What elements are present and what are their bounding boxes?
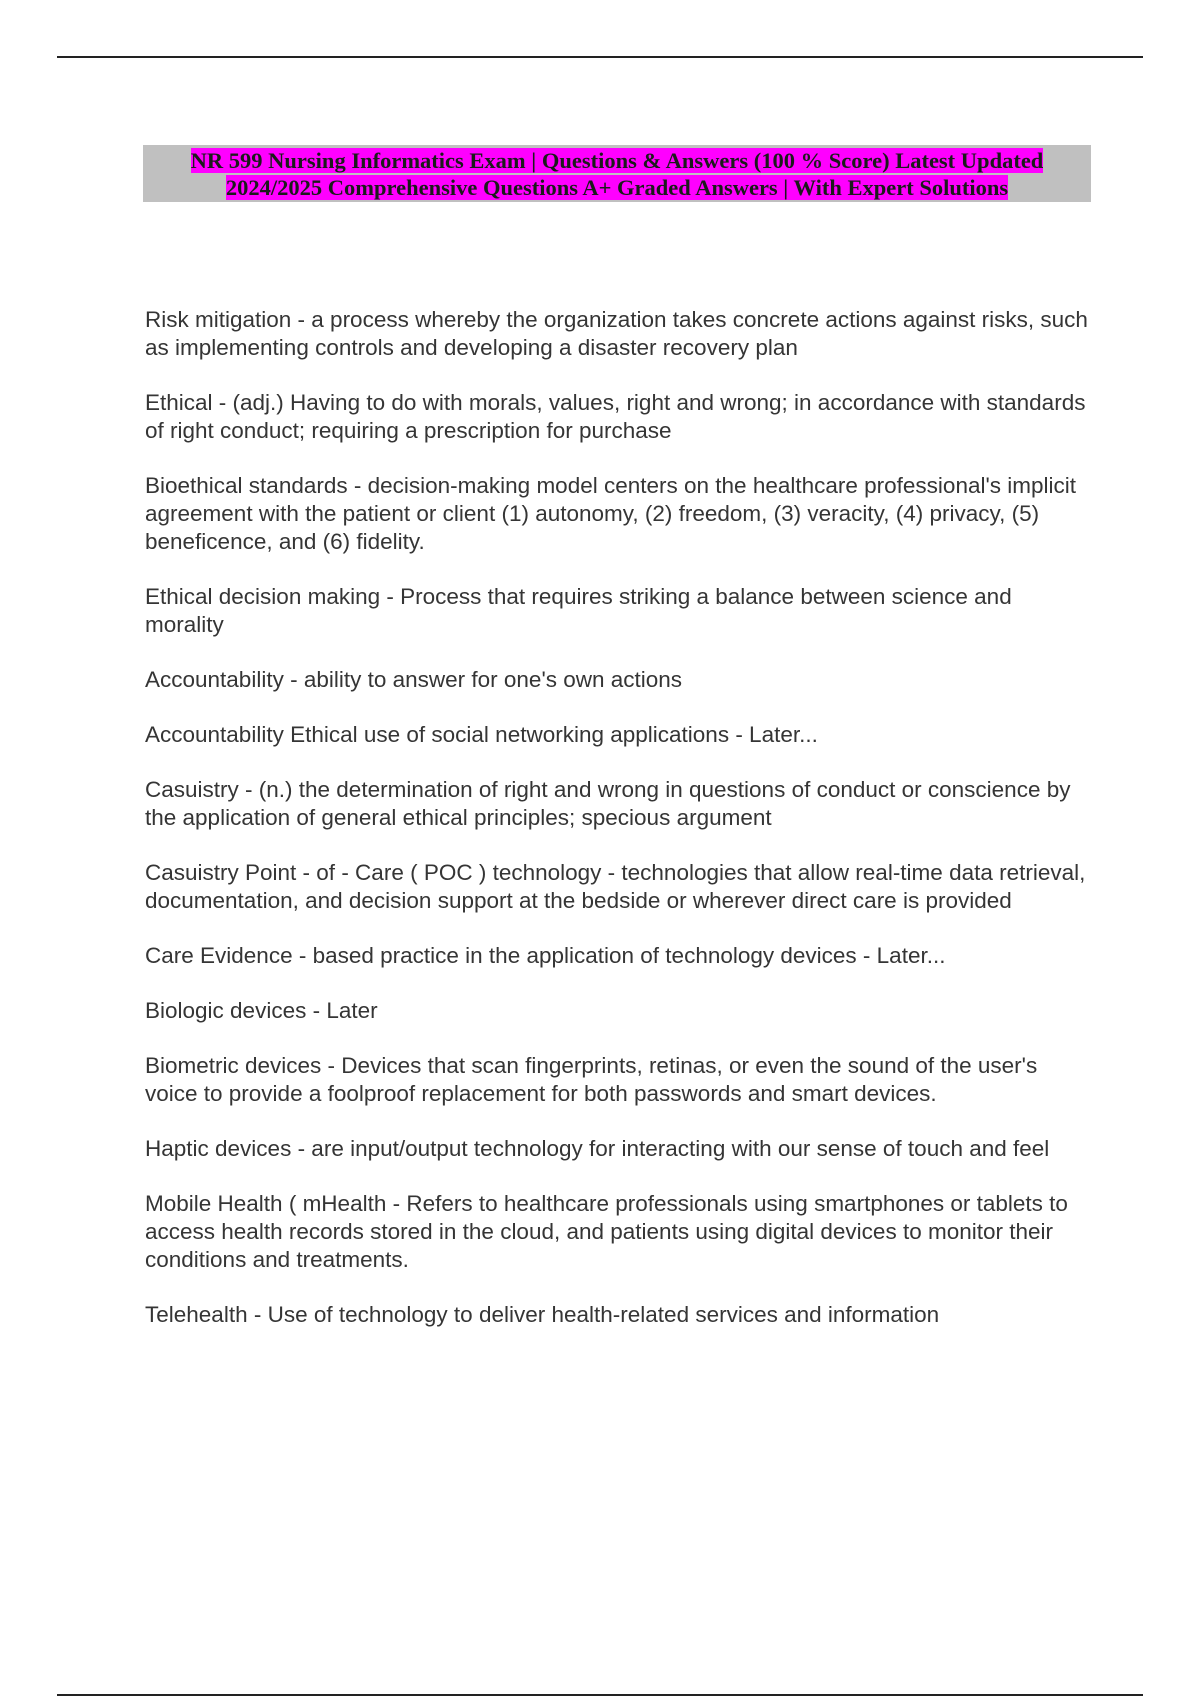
entry-telehealth: Telehealth - Use of technology to deliver health-related services and information (145, 1302, 940, 1327)
title-line-1: NR 599 Nursing Informatics Exam | Questions & Answers (100 % Score) Latest Updated (190, 148, 1044, 173)
entry-casuistry: Casuistry - (n.) the determination of right and wrong in questions of conduct or conscience by the application of general ethical principles; specious argument (145, 777, 1071, 830)
entry-haptic-devices: Haptic devices - are input/output technology for interacting with our sense of touch and feel (145, 1136, 1050, 1161)
entry-accountability-social-networking: Accountability Ethical use of social networking applications - Later... (145, 722, 818, 747)
entry-ethical: Ethical - (adj.) Having to do with morals, values, right and wrong; in accordance with standards of right conduct; requiring a prescription for purchase (145, 390, 1086, 443)
entry-risk-mitigation: Risk mitigation - a process whereby the organization takes concrete actions against risks, such as implementing controls and developing a disaster recovery plan (145, 307, 1088, 360)
top-rule (57, 56, 1143, 58)
entry-ethical-decision-making: Ethical decision making - Process that requires striking a balance between science and morality (145, 584, 1012, 637)
title-line-2: 2024/2025 Comprehensive Questions A+ Graded Answers | With Expert Solutions (225, 175, 1009, 200)
entry-biologic-devices: Biologic devices - Later (145, 998, 378, 1023)
bottom-rule (57, 1694, 1143, 1696)
entry-point-of-care: Casuistry Point - of - Care ( POC ) technology - technologies that allow real-time data retrieval, documentation, and decision support at the bedside or wherever direct care is provided (145, 860, 1086, 913)
entry-bioethical-standards: Bioethical standards - decision-making model centers on the healthcare professional's implicit agreement with the patient or client (1) autonomy, (2) freedom, (3) veracity, (4) privacy, (5) beneficence, and (6) fidelity. (145, 473, 1077, 554)
definitions-list (145, 306, 1095, 1356)
entry-mobile-health: Mobile Health ( mHealth - Refers to healthcare professionals using smartphones or tablets to access health records stored in the cloud, and patients using digital devices to monitor their conditions and treatments. (145, 1191, 1068, 1272)
entry-biometric-devices: Biometric devices - Devices that scan fingerprints, retinas, or even the sound of the user's voice to provide a foolproof replacement for both passwords and smart devices. (145, 1053, 1038, 1106)
title-banner (143, 145, 1091, 202)
entry-accountability: Accountability - ability to answer for one's own actions (145, 667, 683, 692)
entry-evidence-based-practice: Care Evidence - based practice in the application of technology devices - Later... (145, 943, 946, 968)
